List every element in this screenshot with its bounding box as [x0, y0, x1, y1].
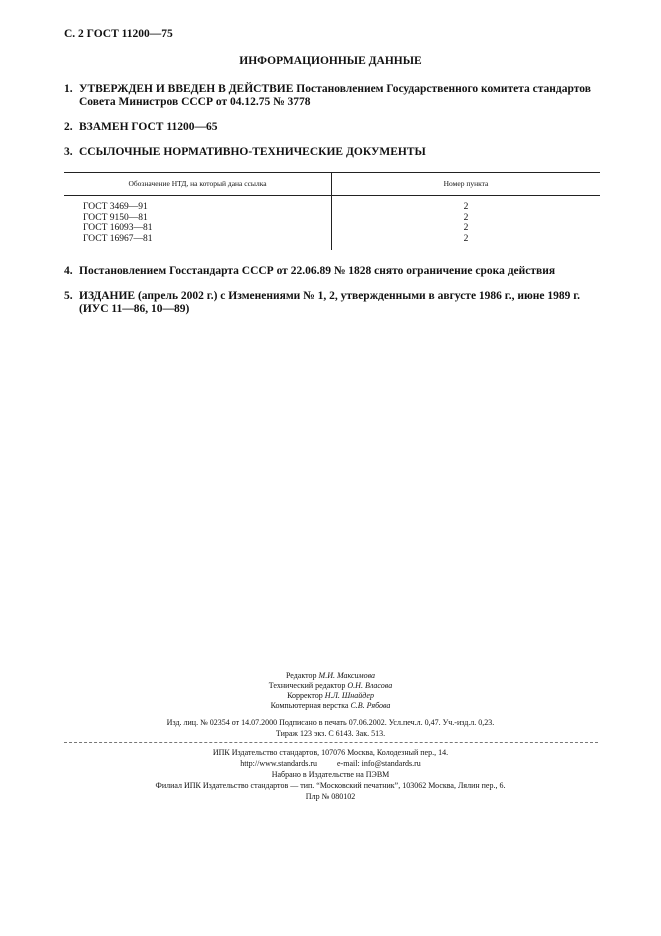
credit-role: Технический редактор	[268, 681, 346, 690]
credit-role: Корректор	[287, 691, 323, 700]
table-header-point: Номер пункта	[443, 179, 489, 188]
table-cell-point: 2	[463, 202, 469, 212]
item-number: 3.	[64, 146, 73, 158]
credit-tech-editor	[0, 681, 661, 692]
info-item-5	[64, 290, 604, 316]
credit-name: Н.Л. Шнайдер	[324, 691, 374, 700]
publisher-line-4: Филиал ИПК Издательство стандартов — тип. “Московский печатник”, 103062 Москва, Лялин пер., 6.	[155, 781, 506, 790]
item-number: 4.	[64, 265, 73, 277]
item-text: ССЫЛОЧНЫЕ НОРМАТИВНО-ТЕХНИЧЕСКИЕ ДОКУМЕНТЫ	[79, 146, 426, 158]
table-cell-document: ГОСТ 9150—81	[83, 212, 148, 223]
info-item-3	[64, 146, 604, 159]
table-header-document: Обозначение НТД, на который дана ссылка	[128, 179, 267, 188]
page-header: С. 2 ГОСТ 11200—75	[64, 28, 173, 40]
publisher-line-5: Плр № 080102	[305, 792, 356, 801]
table-rule-top	[64, 172, 600, 173]
table-cell-document: ГОСТ 3469—91	[83, 202, 148, 212]
table-row	[64, 202, 600, 213]
separator-rule	[64, 742, 598, 743]
credit-name: М.И. Максимова	[318, 671, 376, 680]
table-row	[64, 234, 600, 245]
item-text-continued: Совета Министров СССР от 04.12.75 № 3778	[79, 96, 311, 108]
table-cell-document: ГОСТ 16967—81	[83, 233, 153, 244]
table-rule-header	[64, 195, 600, 196]
info-item-4	[64, 265, 604, 278]
publisher-line-1: ИПК Издательство стандартов, 107076 Москва, Колодезный пер., 14.	[212, 748, 449, 757]
publisher-line-3: Набрано в Издательстве на ПЭВМ	[271, 770, 390, 779]
item-text: ИЗДАНИЕ (апрель 2002 г.) с Изменениями № 1, 2, утвержденными в августе 1986 г., июне 1989 г.	[79, 290, 581, 302]
credit-proofreader	[0, 691, 661, 702]
info-item-1	[64, 83, 604, 109]
publisher-line-2: http://www.standards.ru e-mail: info@standards.ru	[240, 759, 421, 768]
print-info-line-2: Тираж 123 экз. С 6143. Зак. 513.	[275, 729, 386, 738]
reference-docs-table	[64, 172, 600, 250]
credit-layout	[0, 701, 661, 712]
credit-role: Редактор	[285, 671, 317, 680]
table-body	[64, 202, 600, 244]
item-text-continued: (ИУС 11—86, 10—89)	[79, 303, 190, 315]
table-cell-point: 2	[463, 212, 469, 223]
info-item-2	[64, 121, 604, 134]
item-text: ВЗАМЕН ГОСТ 11200—65	[79, 121, 218, 133]
credit-role: Компьютерная верстка	[270, 701, 349, 710]
credit-editor	[0, 671, 661, 682]
table-row	[64, 223, 600, 234]
item-text: Постановлением Госстандарта СССР от 22.06.89 № 1828 снято ограничение срока действия	[79, 265, 556, 277]
table-row	[64, 213, 600, 224]
table-cell-document: ГОСТ 16093—81	[83, 223, 153, 233]
page-title: ИНФОРМАЦИОННЫЕ ДАННЫЕ	[239, 55, 422, 67]
credit-name: О.Н. Власова	[347, 681, 393, 690]
credit-name: С.В. Рябова	[350, 701, 391, 710]
table-cell-point: 2	[463, 233, 469, 244]
item-number: 2.	[64, 121, 73, 133]
item-number: 1.	[64, 83, 73, 95]
item-text: УТВЕРЖДЕН И ВВЕДЕН В ДЕЙСТВИЕ Постановлением Государственного комитета стандартов	[79, 83, 591, 95]
print-info-line-1: Изд. лиц. № 02354 от 14.07.2000 Подписано в печать 07.06.2002. Усл.печ.л. 0,47. Уч.-изд.л. 0,23.	[166, 718, 495, 727]
item-number: 5.	[64, 290, 73, 302]
table-cell-point: 2	[463, 223, 469, 233]
